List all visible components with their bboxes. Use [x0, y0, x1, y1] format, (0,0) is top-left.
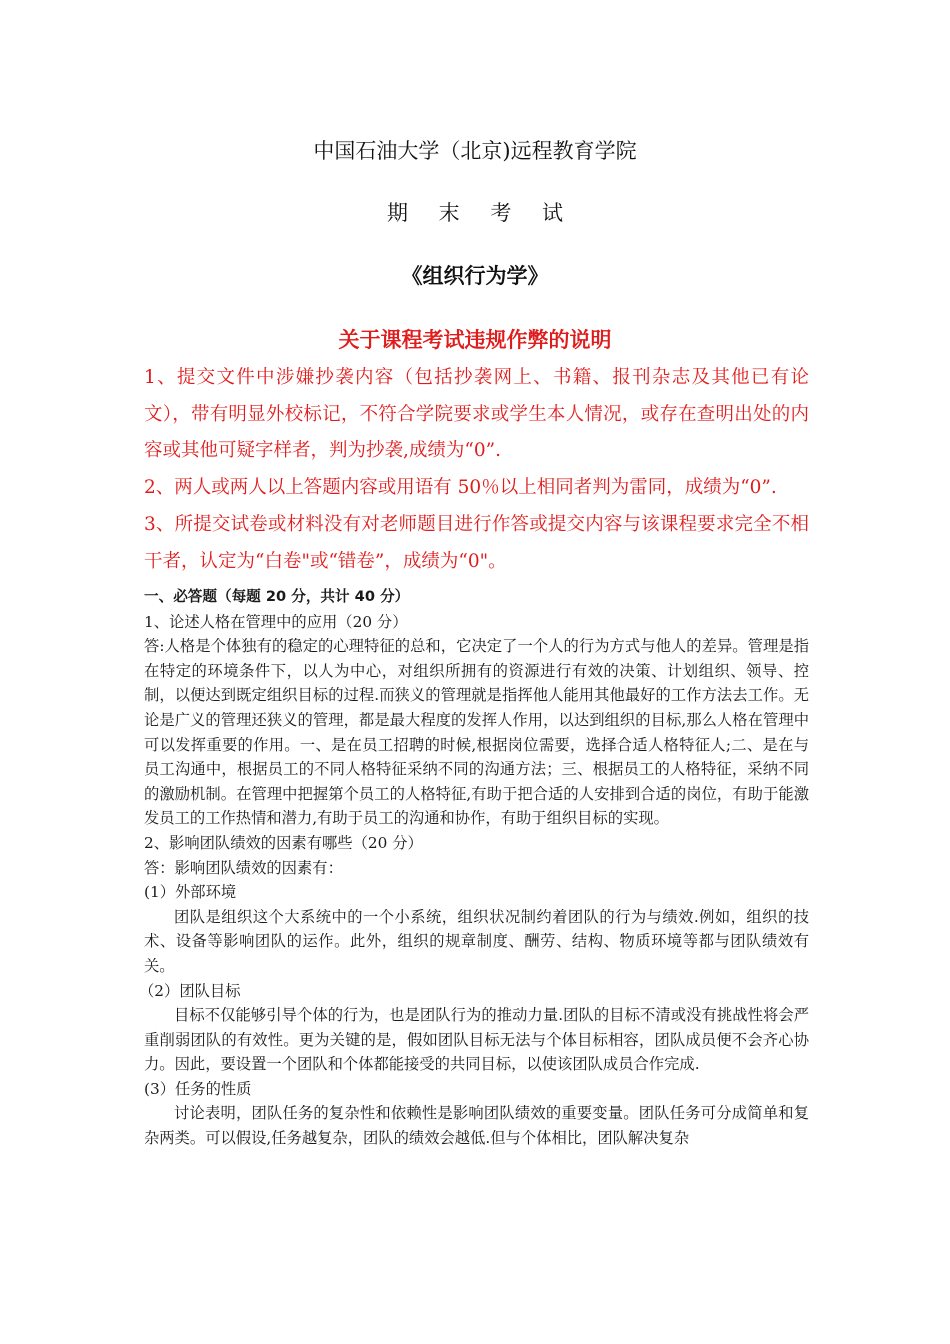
answer-1: 答:人格是个体独有的稳定的心理特征的总和，它决定了一个人的行为方式与他人的差异。管理是指在特定的环境条件下，以人为中心，对组织所拥有的资源进行有效的决策、计划组织、领导、控制，以便达到既定组织目标的过程.而狭义的管理就是指挥他人能用其他最好的工作方法去工作。无论是广义的管理还狭义的管理，都是最大程度的发挥人作用，以达到组织的目标,那么人格在管理中可以发挥重要的作用。一、是在员工招聘的时候,根据岗位需要，选择合适人格特征人;二、是在与员工沟通中，根据员工的不同人格特征采纳不同的沟通方法；三、根据员工的人格特征，采纳不同的激励机制。在管理中把握第个员工的人格特征,有助于把合适的人安排到合适的岗位，有助于能激发员工的工作热情和潜力,有助于员工的沟通和协作，有助于组织目标的实现。 [144, 637, 809, 828]
factor-2-text: 目标不仅能够引导个体的行为，也是团队行为的推动力量.团队的目标不清或没有挑战性将会严重削弱团队的有效性。更为关键的是，假如团队目标无法与个体目标相容，团队成员便不会齐心协力。因此，要设置一个团队和个体都能接受的共同目标，以使该团队成员合作完成. [144, 1006, 809, 1074]
notice-item-2: 2、两人或两人以上答题内容或用语有 50％以上相同者判为雷同，成绩为“0”. [144, 477, 777, 499]
factor-1-title: (1）外部环境 [144, 883, 237, 902]
question-2: 2、影响团队绩效的因素有哪些（20 分） [144, 833, 423, 852]
factor-3-title: (3）任务的性质 [144, 1079, 252, 1098]
notice-item-3: 3、所提交试卷或材料没有对老师题目进行作答或提交内容与该课程要求完全不相干者，认定为“白卷"或“错卷”，成绩为“0"。 [144, 513, 809, 572]
question-1: 1、论述人格在管理中的应用（20 分） [144, 612, 408, 631]
notice-item-1: 1、提交文件中涉嫌抄袭内容（包括抄袭网上、书籍、报刊杂志及其他已有论文），带有明显外校标记，不符合学院要求或学生本人情况，或存在查明出处的内容或其他可疑字样者，判为抄袭,成绩为“0”. [144, 367, 809, 462]
factor-1-text: 团队是组织这个大系统中的一个小系统，组织状况制约着团队的行为与绩效.例如，组织的技术、设备等影响团队的运作。此外，组织的规章制度、酬劳、结构、物质环境等都与团队绩效有关。 [144, 907, 809, 975]
notice-list [144, 360, 809, 580]
section-heading: 一、必答题（每题 20 分，共计 40 分） [144, 588, 410, 605]
school-name: 中国石油大学（北京)远程教育学院 [313, 139, 637, 163]
notice-title: 关于课程考试违规作弊的说明 [338, 327, 612, 352]
exam-title: 期 末 考 试 [386, 201, 576, 225]
factor-3-text: 讨论表明，团队任务的复杂性和依赖性是影响团队绩效的重要变量。团队任务可分成简单和复杂两类。可以假设,任务越复杂，团队的绩效会越低.但与个体相比，团队解决复杂 [144, 1104, 809, 1148]
answer-2-intro: 答：影响团队绩效的因素有： [144, 858, 343, 877]
exam-content [139, 585, 809, 1151]
factor-2-title: （2）团队目标 [139, 981, 241, 1000]
course-title: 《组织行为学》 [401, 263, 549, 288]
